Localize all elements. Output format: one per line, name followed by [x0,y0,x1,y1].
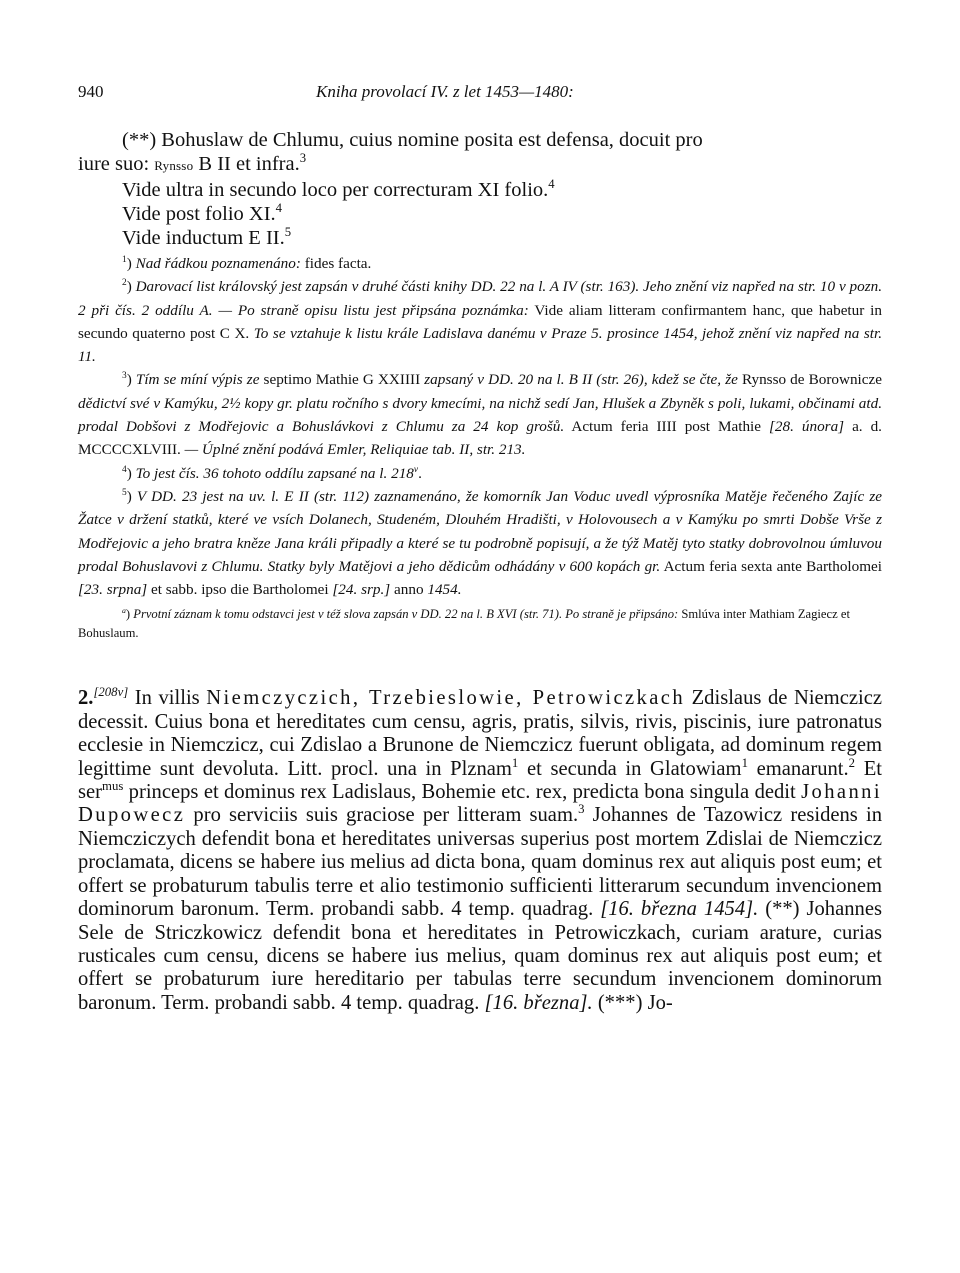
entry-text: et secunda in Glatowiam [518,757,742,780]
footnote-2-text-1: Vide aliam litteram confirmantem hanc, que habetur in secundo quaterno post C X. [78,301,882,342]
entry-spaced-name: Johanni Dupowecz [78,781,882,827]
top-line-2-b: B II et infra. [193,153,300,175]
entry-text: emanarunt. [747,757,849,780]
footnote-2: $^2$) Darovací list královský jest zapsán v druhé části knihy DD. 22 na l. A IV (str. 163). Jeho znění viz napřed na str. 10 v pozn. 2 při čís. 2 oddílu A. — Po straně opisu listu jest připsána poznámka: Vide aliam litteram confirmantem hanc, que habetur in secundo quaterno post C X. To se vztahuje k listu krále Ladislava danému v Praze 5. prosince 1454, jehož znění viz napřed na str. 11. [78,278,882,366]
footnote-2-italic-2: To se vztahuje k listu krále Ladislava danému v Praze 5. prosince 1454, jehož znění viz napřed na str. 11. [78,324,882,366]
running-header [78,82,882,110]
footnote-3-text-2: Rynsso de Borownicze [737,371,882,389]
entry-2-paragraph [78,687,882,1015]
footnote-mark: 2 [122,278,127,289]
entry-date-2: [16. března]. [484,991,593,1014]
top-line-5 [78,226,882,250]
entry-spaced-villages: Niemczyczich, Trzebieslowie, Petrowiczkach [206,687,686,710]
footnote-ref: 1 [511,755,519,770]
footnote-mark: 4 [122,464,127,475]
footnote-5-text-2: et sabb. ipso die Bartholomei [147,581,333,599]
entry-text: (***) Jo- [592,991,673,1014]
top-line-5-text: Vide inductum E II. [122,227,285,249]
footnote-4: $^4$) To jest čís. 36 tohoto oddílu zapsané na l. 218$^v$. [122,464,422,482]
footnote-mark: 3 [122,371,127,382]
footnote-3-text-4: a. d. MCCCCXLVIII. [78,418,882,459]
footnotes [78,252,882,601]
footnote-3-italic-4: [28. února] [769,418,845,436]
folio-mark: [208v] [93,685,129,700]
entry-text: Et ser [78,757,882,804]
footnote-3-italic-5: — Úplné znění podává Emler, Reliquiae tab. II, str. 213. [184,441,526,459]
top-line-1: (**) Bohuslaw de Chlumu, cuius nomine posita est defensa, docuit pro [122,129,703,151]
subnote-a-text: $^a$) Prvotní záznam k tomu odstavci jest v též slova zapsán v DD. 22 na l. B XVI (str. 71). Po straně je připsáno: Smlúva inter Mathiam Zagiecz et Bohuslaum. [78,606,850,641]
footnote-5-text-3: anno [390,581,428,599]
entry-text: Zdislaus de Niemczicz decessit. Cuius bona et hereditates cum censu, agris, pratis, silvis, rivis, piscinis, iure patronatus ecclesie in Niemczicz, cui Zdislao a Brunone de Niemczicz fuerunt obligata, ad dominum regem legittime sunt devoluta. Litt. procl. una in Plznam [78,687,882,780]
entry-text: princeps et dominus rex Ladislaus, Bohemie etc. rex, predicta bona singula dedit [123,781,802,804]
entry-2 [78,687,882,1015]
footnote-5-italic-4: 1454. [427,581,462,599]
footnote-5: $^5$) V DD. 23 jest na uv. l. E II (str. 112) zaznamenáno, že komorník Jan Voduc uvedl výprosníka Matěje řečeného Zajíc ze Žatce v držení statků, které ve vsích Dolanech, Studeném, Dlouhém Hradišti, v Holovousech a v Kamýku po smrti Dobše Vrše z Modřejovic a jeho bratra kněze Jana králi připadly a které se tu podrobně popisují, a že týž Matěj tyto statky dobrovolnou úmluvou prodal Bohuslavovi z Chlumu. Statky byly Matějovi a jeho dědicům odhádány v 600 kopách gr. Actum feria sexta ante Bartholomei [23. srpna] et sabb. ipso die Bartholomei [24. srp.] anno 1454. [78,487,882,599]
footnote-3-text-1: septimo Mathie G XXIIII [259,371,425,389]
footnote-ref: 1 [741,755,748,770]
abbrev-sup: mus [102,779,124,794]
footnote-3-italic-3: dědictví své v Kamýku, 2½ kopy gr. platu ročního s dvory kmecími, na nichž sedí Jan, Hlušek a Zbyněk s poli, lukami, občinami atd. prodal Dobšovi z Modřejovic a Bohuslávkovi z Chlumu za 24 kop grošů. [78,394,882,436]
footnote-ref: 3 [578,802,585,817]
footnote-mark: a [122,606,126,616]
top-line-4-text: Vide post folio XI. [122,203,276,225]
footnote-5-italic-2: [23. srpna] [78,581,148,599]
footnote-1-text: fides facta. [300,255,372,272]
footnote-ref: 3 [299,151,307,166]
footnote-1: $^1$) Nad řádkou poznamenáno: fides facta. [122,254,372,272]
page [78,82,882,1015]
footnote-1-italic: Nad řádkou poznamenáno: [135,255,301,272]
subnote-a-italic: Prvotní záznam k tomu odstavci jest v též slova zapsán v DD. 22 na l. B XVI (str. 71). Po straně je připsáno: [133,607,679,622]
entry-text: pro serviciis suis graciose per litteram suam. [185,804,579,827]
page-number: 940 [78,82,104,101]
footnote-3-italic-2: zapsaný v DD. 20 na l. B II (str. 26), kdež se čte, že [424,371,738,389]
footnote-ref: 5 [284,225,292,240]
running-title: Kniha provolací IV. z let 1453—1480: [316,82,574,101]
footnote-ref: 4 [275,201,282,216]
footnote-4-sup: v [413,464,419,475]
entry-text: Johannes de Tazowicz residens in Niemcziczych defendit bona et hereditates universas superius post mortem Zdislai de Niemczicz proclamata, dicens se habere ius melius ad dicta bona, quam dominus rex aut aliquis post eum; et offert se probaturum tabulis terre et alio testimonio sufficienti litterarum secundum invencionem dominorum baronum. Term. probandi sabb. 4 temp. quadrag. [78,804,882,921]
footnote-5-text-1: Actum feria sexta ante Bartholomei [660,557,882,575]
entry-date-1: [16. března 1454]. [600,898,759,921]
footnote-3: $^3$) Tím se míní výpis ze septimo Mathie G XXIIII zapsaný v DD. 20 na l. B II (str. 26), kdež se čte, že Rynsso de Borownicze dědictví své v Kamýku, 2½ kopy gr. platu ročního s dvory kmecími, na nichž sedí Jan, Hlušek a Zbyněk s poli, lukami, občinami atd. prodal Dobšovi z Modřejovic a Bohuslávkovi z Chlumu za 24 kop grošů. Actum feria IIII post Mathie [28. února] a. d. MCCCCXLVIII. — Úplné znění podává Emler, Reliquiae tab. II, str. 213. [78,371,882,459]
top-block [78,128,882,250]
footnote-ref: 2 [848,755,856,770]
footnote-2-italic-1: Darovací list královský jest zapsán v druhé části knihy DD. 22 na l. A IV (str. 163). Jeho znění viz napřed na str. 10 v pozn. 2 při čís. 2 oddílu A. — Po straně opisu listu jest připsána poznámka: [78,278,882,319]
footnote-4-end: . [418,464,422,482]
entry-text: (**) Johannes Sele de Striczkowicz defendit bona et hereditates in Petrowiczkach, curiam arature, curias rusticales cum censu, dicens se habere ius melius, quam dominus rex aut aliquis post eum; et offert se probaturum iure hereditario per tabulas terre secundum invencionem dominorum baronum. Term. probandi sabb. 4 temp. quadrag. [78,898,882,1014]
top-line-2-smallcaps: Rynsso [154,158,194,173]
top-line-2-a: iure suo: [78,153,155,175]
top-line-3-text: Vide ultra in secundo loco per correcturam XI folio. [122,179,549,201]
entry-number: 2. [78,687,94,710]
subnote-a-plain: Smlúva inter Mathiam Zagiecz et Bohuslaum. [78,607,850,641]
footnote-mark: 5 [122,487,127,498]
entry-text: In villis [128,687,207,710]
footnote-mark: 1 [122,254,127,265]
footnote-5-italic-3: [24. srp.] [332,581,391,599]
subnote-a [78,605,882,643]
footnote-ref: 4 [548,177,555,192]
top-line-2 [78,152,882,178]
top-line-3 [78,178,882,202]
footnote-3-text-3: Actum feria IIII post Mathie [564,418,769,436]
footnote-4-italic: To jest čís. 36 tohoto oddílu zapsané na l. 218 [135,464,414,482]
footnote-3-italic-1: Tím se míní výpis ze [135,371,260,389]
footnote-5-italic-1: V DD. 23 jest na uv. l. E II (str. 112) zaznamenáno, že komorník Jan Voduc uvedl výprosníka Matěje řečeného Zajíc ze Žatce v držení statků, které ve vsích Dolanech, Studeném, Dlouhém Hradišti, v Holovousech a v Kamýku po smrti Dobše Vrše z Modřejovic a jeho bratra kněze Jana králi připadly a které se tu podrobně popisují, a že týž Matěj tyto statky dobrovolnou úmluvou prodal Bohuslavovi z Chlumu. Statky byly Matějovi a jeho dědicům odhádány v 600 kopách gr. [78,487,882,575]
top-line-4 [78,202,882,226]
